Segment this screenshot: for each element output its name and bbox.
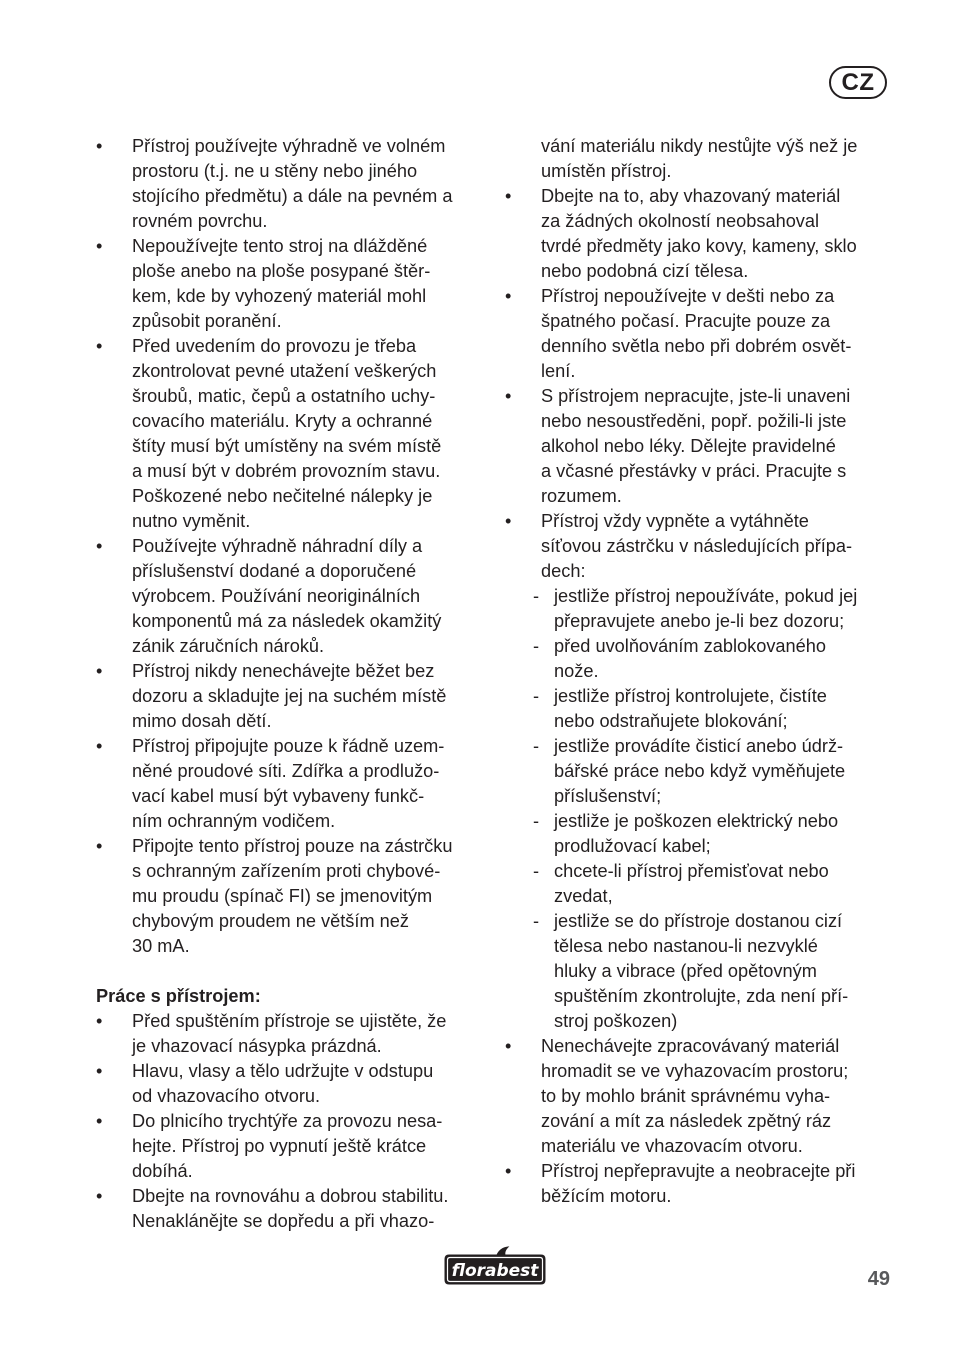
bullet-icon: • — [96, 236, 103, 256]
text-line: zvedat, — [554, 886, 613, 906]
bullet-icon: • — [96, 661, 103, 681]
text-line: hromadit se ve vyhazovacím prostoru; — [541, 1061, 849, 1081]
bullet-item — [505, 284, 891, 384]
bullet-item — [96, 234, 480, 334]
text-line: přepravujete anebo je-li bez dozoru; — [554, 611, 845, 631]
bullet-icon: • — [505, 1036, 512, 1056]
text-line: Hlavu, vlasy a tělo udržujte v odstupu — [132, 1061, 434, 1081]
text-line: stroj poškozen) — [554, 1011, 678, 1031]
bullet-item — [96, 334, 480, 534]
text-line: kem, kde by vyhozený materiál mohl — [132, 286, 427, 306]
text-line: je vhazovací násypka prázdná. — [132, 1036, 382, 1056]
text-line: komponentů má za následek okamžitý — [132, 611, 442, 631]
text-line: stojícího předmětu) a dále na pevném a — [132, 186, 453, 206]
text-line: Přístroj používejte výhradně ve volném — [132, 136, 446, 156]
dash-icon: - — [533, 811, 540, 831]
dash-icon: - — [533, 586, 540, 606]
text-line: chybovým proudem ne větším než — [132, 911, 409, 931]
text-line: nebo podobná cizí tělesa. — [541, 261, 749, 281]
text-line: nebo nesoustředěni, popř. požili-li jste — [541, 411, 847, 431]
bullet-icon: • — [96, 536, 103, 556]
text-line: Poškozené nebo nečitelné nálepky je — [132, 486, 433, 506]
dash-sub-item — [505, 634, 891, 684]
text-line: jestliže přístroj nepoužíváte, pokud jej — [554, 586, 858, 606]
text-line: síťovou zástrčku v následujících přípa- — [541, 536, 853, 556]
text-line: zánik záručních nároků. — [132, 636, 325, 656]
text-line: ploše anebo na ploše posypané štěr- — [132, 261, 431, 281]
language-badge: CZ — [829, 66, 887, 99]
text-line: Do plnicího trychtýře za provozu nesa- — [132, 1111, 443, 1131]
text-line: denního světla nebo při dobrém osvět- — [541, 336, 852, 356]
bullet-item — [96, 659, 480, 734]
text-line: nebo odstraňujete blokování; — [554, 711, 788, 731]
text-line: Před spuštěním přístroje se ujistěte, že — [132, 1011, 447, 1031]
text-line: ním ochranným vodičem. — [132, 811, 336, 831]
text-line: S přístrojem nepracujte, jste-li unaveni — [541, 386, 851, 406]
text-line: rozumem. — [541, 486, 622, 506]
text-line: běžícím motoru. — [541, 1186, 672, 1206]
dash-icon: - — [533, 686, 540, 706]
logo-text: florabest — [451, 1261, 539, 1281]
text-line: umístěn přístroj. — [541, 161, 672, 181]
text-line: Dbejte na rovnováhu a dobrou stabilitu. — [132, 1186, 449, 1206]
text-line: Používejte výhradně náhradní díly a — [132, 536, 423, 556]
text-line: Dbejte na to, aby vhazovaný materiál — [541, 186, 841, 206]
text-line: prostoru (t.j. ne u stěny nebo jiného — [132, 161, 418, 181]
text-line: zování a mít za následek zpětný ráz — [541, 1111, 832, 1131]
bullet-icon: • — [505, 511, 512, 531]
text-line: nože. — [554, 661, 599, 681]
bullet-icon: • — [96, 1061, 103, 1081]
text-line: Nenaklánějte se dopředu a při vhazo- — [132, 1211, 435, 1231]
text-line: jestliže se do přístroje dostanou cizí — [554, 911, 843, 931]
bullet-item — [505, 184, 891, 284]
dash-sub-item — [505, 734, 891, 809]
bullet-item — [96, 534, 480, 659]
bullet-item — [96, 134, 480, 234]
text-line: zkontrolovat pevné utažení veškerých — [132, 361, 437, 381]
text-line: prodlužovací kabel; — [554, 836, 711, 856]
bullet-icon: • — [96, 136, 103, 156]
text-line: tělesa nebo nastanou-li nezvyklé — [554, 936, 818, 956]
text-line: něné proudové síti. Zdířka a prodlužo- — [132, 761, 440, 781]
bullet-item — [96, 1184, 480, 1234]
bullet-item — [505, 1159, 891, 1209]
right-column — [505, 134, 891, 1209]
text-line: hejte. Přístroj po vypnutí ještě krátce — [132, 1136, 427, 1156]
dash-icon: - — [533, 736, 540, 756]
dash-sub-item — [505, 584, 891, 634]
text-line: výrobcem. Používání neoriginálních — [132, 586, 421, 606]
bullet-icon: • — [96, 736, 103, 756]
text-line: za žádných okolností neobsahoval — [541, 211, 820, 231]
text-line: špatného počasí. Pracujte pouze za — [541, 311, 831, 331]
dash-sub-item — [505, 684, 891, 734]
page-number: 49 — [867, 1268, 890, 1290]
bullet-item — [96, 1059, 480, 1109]
text-line: materiálu ve vhazovacím otvoru. — [541, 1136, 803, 1156]
bullet-icon: • — [505, 286, 512, 306]
text-line: Nenechávejte zpracovávaný materiál — [541, 1036, 840, 1056]
dash-icon: - — [533, 636, 540, 656]
text-line: příslušenství; — [554, 786, 662, 806]
text-line: vací kabel musí být vybaveny funkč- — [132, 786, 425, 806]
bullet-icon: • — [505, 186, 512, 206]
text-line: tvrdé předměty jako kovy, kameny, sklo — [541, 236, 857, 256]
florabest-logo — [442, 1245, 548, 1292]
dash-sub-item — [505, 909, 891, 1034]
text-line: Přístroj nepřepravujte a neobracejte při — [541, 1161, 856, 1181]
text-line: jestliže je poškozen elektrický nebo — [554, 811, 839, 831]
text-line: a musí být v dobrém provozním stavu. — [132, 461, 441, 481]
text-line: Před uvedením do provozu je třeba — [132, 336, 417, 356]
text-line: mimo dosah dětí. — [132, 711, 272, 731]
text-line: alkohol nebo léky. Dělejte pravidelné — [541, 436, 836, 456]
dash-icon: - — [533, 911, 540, 931]
bullet-icon: • — [96, 1011, 103, 1031]
text-line: dozoru a skladujte jej na suchém místě — [132, 686, 447, 706]
text-line: rovném povrchu. — [132, 211, 268, 231]
text-line: Přístroj připojujte pouze k řádně uzem- — [132, 736, 445, 756]
text-line: způsobit poranění. — [132, 311, 282, 331]
text-line: od vhazovacího otvoru. — [132, 1086, 321, 1106]
bullet-item — [505, 1034, 891, 1159]
text-line: to by mohlo bránit správnému vyha- — [541, 1086, 831, 1106]
bullet-icon: • — [505, 386, 512, 406]
bullet-icon: • — [505, 1161, 512, 1181]
section-title: Práce s přístrojem: — [96, 986, 261, 1006]
text-line: bářské práce nebo když vyměňujete — [554, 761, 846, 781]
text-line: šroubů, matic, čepů a ostatního uchy- — [132, 386, 436, 406]
text-line: jestliže provádíte čisticí anebo údrž- — [554, 736, 844, 756]
text-line: hluky a vibrace (před opětovným — [554, 961, 817, 981]
bullet-item — [96, 834, 480, 959]
text-line: dobíhá. — [132, 1161, 193, 1181]
text-line: chcete-li přístroj přemisťovat nebo — [554, 861, 829, 881]
bullet-icon: • — [96, 1186, 103, 1206]
dash-icon: - — [533, 861, 540, 881]
text-line: s ochranným zařízením proti chybové- — [132, 861, 441, 881]
text-line: Přístroj vždy vypněte a vytáhněte — [541, 511, 809, 531]
text-line: Nepoužívejte tento stroj na dlážděné — [132, 236, 428, 256]
text-line: a včasné přestávky v práci. Pracujte s — [541, 461, 847, 481]
text-line: mu proudu (spínač FI) se jmenovitým — [132, 886, 433, 906]
dash-sub-item — [505, 859, 891, 909]
continued-paragraph — [505, 134, 891, 184]
text-line: nutno vyměnit. — [132, 511, 251, 531]
text-line: covacího materiálu. Kryty a ochranné — [132, 411, 433, 431]
bullet-item — [96, 1009, 480, 1059]
text-line: Připojte tento přístroj pouze na zástrčku — [132, 836, 453, 856]
text-line: jestliže přístroj kontrolujete, čistíte — [554, 686, 827, 706]
text-line: před uvolňováním zablokovaného — [554, 636, 826, 656]
left-column — [96, 134, 480, 1234]
text-line: dech: — [541, 561, 586, 581]
bullet-icon: • — [96, 836, 103, 856]
text-line: lení. — [541, 361, 576, 381]
bullet-item — [96, 734, 480, 834]
text-line: 30 mA. — [132, 936, 190, 956]
text-line: Přístroj nikdy nenechávejte běžet bez — [132, 661, 435, 681]
text-line: příslušenství dodané a doporučené — [132, 561, 417, 581]
bullet-icon: • — [96, 1111, 103, 1131]
bullet-item — [505, 509, 891, 584]
bullet-icon: • — [96, 336, 103, 356]
text-line: spuštěním zkontrolujte, zda není pří- — [554, 986, 849, 1006]
bullet-item — [505, 384, 891, 509]
text-line: štíty musí být umístěny na svém místě — [132, 436, 442, 456]
text-line: Přístroj nepoužívejte v dešti nebo za — [541, 286, 835, 306]
dash-sub-item — [505, 809, 891, 859]
bullet-item — [96, 1109, 480, 1184]
text-line: vání materiálu nikdy nestůjte výš než je — [541, 136, 858, 156]
